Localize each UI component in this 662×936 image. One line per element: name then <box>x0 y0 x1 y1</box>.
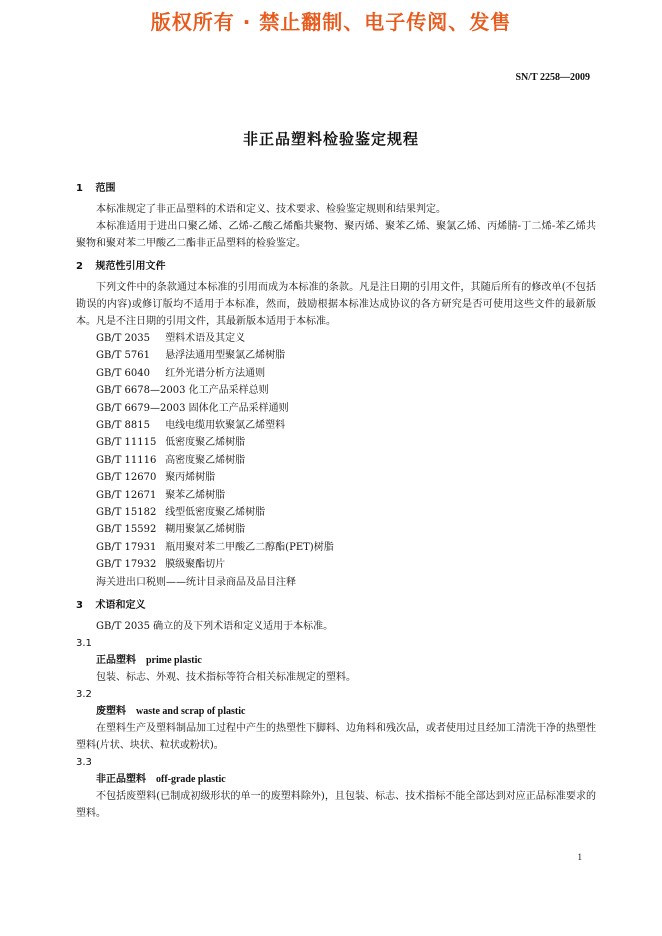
term-zh: 废塑料 <box>96 706 126 718</box>
section-number: 2 <box>76 261 83 272</box>
reference-title: 线型低密度聚乙烯树脂 <box>165 507 266 519</box>
reference-title: 塑料术语及其定义 <box>165 333 246 344</box>
reference-code: GB/T 15592 <box>96 524 157 536</box>
term-zh: 正品塑料 <box>96 655 136 667</box>
reference-code: GB/T 12671 <box>96 489 157 501</box>
term-definition: 不包括废塑料(已制成初级形状的单一的废塑料除外)，且包装、标志、技术指标不能全部达到对应正品标准要求的塑料。 <box>76 791 596 820</box>
reference-code: GB/T 2035 <box>96 333 151 344</box>
reference-list <box>76 330 596 591</box>
reference-code: GB/T 17931 <box>96 541 157 553</box>
reference-code: GB/T 6678—2003 <box>96 385 186 397</box>
reference-title: 聚丙烯树脂 <box>165 472 216 484</box>
term-zh: 非正品塑料 <box>96 774 146 786</box>
reference-item <box>76 400 596 417</box>
reference-code: GB/T 8815 <box>96 420 151 432</box>
reference-code: GB/T 11116 <box>96 454 157 466</box>
section-title: 规范性引用文件 <box>95 261 166 272</box>
reference-item <box>76 382 596 399</box>
reference-code: GB/T 6040 <box>96 367 151 379</box>
term-en: off-grade plastic <box>156 774 226 786</box>
section-3-heading <box>76 597 596 614</box>
reference-code: GB/T 15182 <box>96 507 157 519</box>
section-title: 术语和定义 <box>95 600 146 612</box>
reference-item <box>76 487 596 504</box>
term-definition: 在塑料生产及塑料制品加工过程中产生的热塑性下脚料、边角料和残次品，或者使用过且经加工清洗干净的热塑性塑料(片状、块状、粒状或粉状)。 <box>76 723 596 752</box>
reference-item <box>76 452 596 469</box>
paragraph: 本标准适用于进出口聚乙烯、乙烯-乙酸乙烯酯共聚物、聚丙烯、聚苯乙烯、聚氯乙烯、丙烯腈-丁二烯-苯乙烯共聚物和聚对苯二甲酸乙二酯非正品塑料的检验鉴定。 <box>76 221 596 249</box>
clause-number: 3.1 <box>76 638 92 650</box>
clause-number: 3.3 <box>76 757 92 769</box>
standard-code: SN/T 2258—2009 <box>515 72 590 83</box>
reference-item <box>76 330 596 347</box>
term-definition: 包装、标志、外观、技术指标等符合相关标准规定的塑料。 <box>96 672 356 684</box>
section-2-heading <box>76 258 596 275</box>
reference-title: 低密度聚乙烯树脂 <box>165 437 246 449</box>
reference-item <box>76 556 596 573</box>
reference-title: 糊用聚氯乙烯树脂 <box>165 524 246 536</box>
reference-title: 高密度聚乙烯树脂 <box>165 454 246 466</box>
term-heading <box>76 703 596 720</box>
reference-item <box>76 539 596 556</box>
section-number: 1 <box>76 183 83 194</box>
section-1-heading <box>76 180 596 197</box>
reference-code: GB/T 17932 <box>96 559 157 571</box>
reference-item <box>76 365 596 382</box>
document-body <box>76 180 596 822</box>
term-heading <box>76 652 596 669</box>
term-en: prime plastic <box>146 655 202 667</box>
copyright-watermark: 版权所有 · 禁止翻制、电子传阅、发售 <box>150 10 512 34</box>
reference-item <box>76 504 596 521</box>
reference-title: 化工产品采样总则 <box>188 385 269 397</box>
reference-item <box>76 347 596 364</box>
reference-title: 悬浮法通用型聚氯乙烯树脂 <box>165 350 286 362</box>
section-title: 范围 <box>95 183 116 194</box>
reference-code: GB/T 5761 <box>96 350 151 362</box>
document-title: 非正品塑料检验鉴定规程 <box>242 130 419 148</box>
term-heading <box>76 771 596 788</box>
reference-item <box>76 574 596 591</box>
clause-number: 3.2 <box>76 689 92 701</box>
reference-code: 海关进出口税则——统计目录商品及品目注释 <box>96 576 296 588</box>
reference-title: 红外光谱分析方法通则 <box>165 367 266 379</box>
reference-code: GB/T 6679—2003 <box>96 402 186 414</box>
paragraph: GB/T 2035 确立的及下列术语和定义适用于本标准。 <box>96 621 334 633</box>
reference-item <box>76 434 596 451</box>
section-number: 3 <box>76 600 83 612</box>
term-en: waste and scrap of plastic <box>136 706 246 718</box>
reference-code: GB/T 12670 <box>96 472 157 484</box>
page-number: 1 <box>577 852 582 862</box>
reference-title: 瓶用聚对苯二甲酸乙二醇酯(PET)树脂 <box>165 541 334 553</box>
reference-title: 固体化工产品采样通则 <box>188 402 289 414</box>
reference-code: GB/T 11115 <box>96 437 157 449</box>
reference-item <box>76 521 596 538</box>
paragraph: 本标准规定了非正品塑料的术语和定义、技术要求、检验鉴定规则和结果判定。 <box>96 204 446 215</box>
reference-title: 膜级聚酯切片 <box>165 559 226 571</box>
reference-item <box>76 417 596 434</box>
reference-item <box>76 469 596 486</box>
reference-title: 聚苯乙烯树脂 <box>165 489 226 501</box>
paragraph: 下列文件中的条款通过本标准的引用而成为本标准的条款。凡是注日期的引用文件，其随后所有的修改单(不包括勘误的内容)或修订版均不适用于本标准，然而，鼓励根据本标准达成协议的各方研究是否可使用这些文件的最新版本。凡是不注日期的引用文件，其最新版本适用于本标准。 <box>76 282 596 327</box>
reference-title: 电线电缆用软聚氯乙烯塑料 <box>165 420 286 432</box>
